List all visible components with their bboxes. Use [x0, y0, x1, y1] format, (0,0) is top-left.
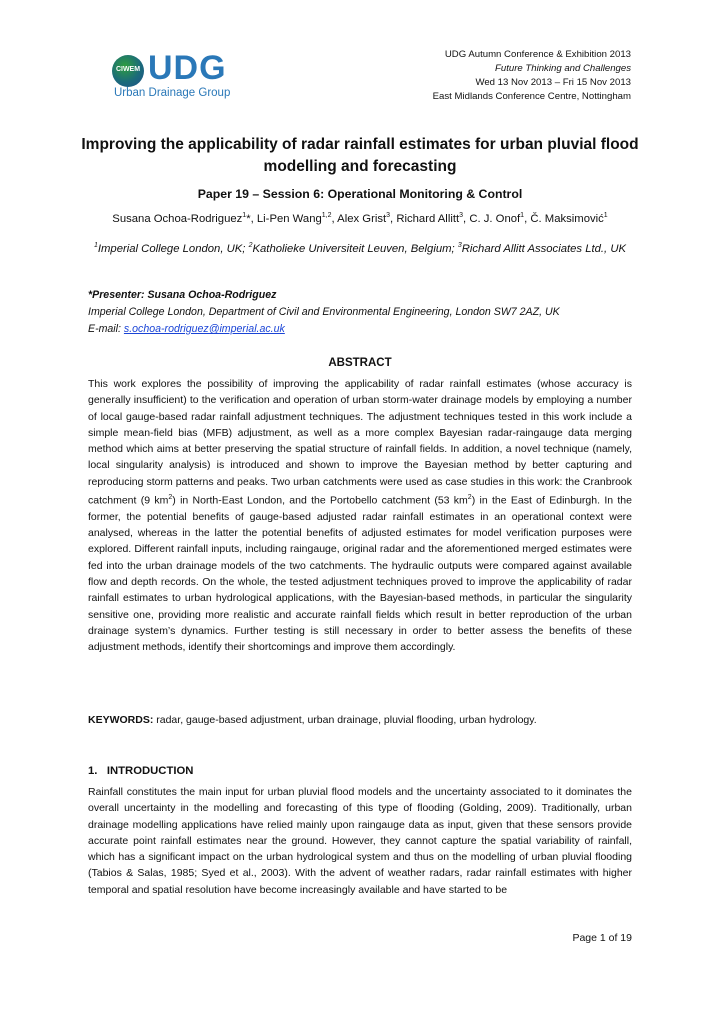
logo-subtitle: Urban Drainage Group	[114, 87, 231, 99]
abstract-text: This work explores the possibility of improving the applicability of radar rainfall estimates (whose accuracy is generally insufficient) to the verification and operation of urban storm-water drainage models by employing a number of local gauge-based radar rainfall adjustment techniques. The adjustment techniques tested in this work include a simple mean-field bias (MFB) adjustment, as well as a more complex Bayesian radar-raingauge data merging method which aims at better preserving the spatial structure of rainfall fields. In addition, a novel technique (namely, local singularity analysis) is introduced and shown to improve the Bayesian method by better capturing and reproducing storm patterns and peaks. Two urban catchments were used as case studies in this work: the Cranbrook catchment (9 $km^2$) in North-East London, and the Portobello catchment (53 $km^2$) in the East of Edinburgh. In the former, the potential benefits of gauge-based adjusted radar rainfall estimates in an operational context were analysed, whereas in the latter the potential benefits of adjusted estimates for model verification purposes were explored. Different rainfall inputs, including raingauge, original radar and the aforementioned merged estimates were fed into the urban drainage models of the two catchments. The hydraulic outputs were compared against available flow and depth records. On the whole, the tested adjustment techniques proved to improve the applicability of radar rainfall estimates to urban hydrological applications, with the Bayesian-based methods, in particular the singularity sensitive one, providing more realistic and accurate rainfall fields which result in better reproduction of the urban drainage system’s dynamics. Further testing is still necessary in order to better assess the benefits of these adjustment methods, identify their shortcomings and improve them accordingly.	[88, 378, 632, 654]
author-affiliation-mark: 1,2	[321, 212, 332, 219]
ciwem-badge-icon: CIWEM	[112, 55, 144, 87]
author-name: Li-Pen Wang	[256, 212, 322, 225]
conference-name: UDG Autumn Conference & Exhibition 2013	[444, 49, 631, 60]
author-affiliation-mark: 3	[459, 212, 464, 219]
logo-text: UDG	[148, 49, 227, 87]
author-list: Susana Ochoa-Rodriguez$^1$*, Li-Pen Wang$^{1,2}$, Alex Grist$^3$, Richard Allitt$^3$, C. J. Onof$^1$, Č. Maksimović$^1$	[112, 212, 608, 225]
affiliation-name: Richard Allitt Associates Ltd., UK	[461, 242, 627, 255]
presenter-block	[88, 287, 648, 338]
conference-dates: Wed 13 Nov 2013 – Fri 15 Nov 2013	[475, 77, 631, 88]
email-line	[88, 321, 648, 338]
presenter-department: Imperial College London, Department of Civil and Environmental Engineering, London SW7 2AZ, UK	[88, 306, 560, 318]
abstract-heading: ABSTRACT	[328, 357, 392, 369]
author-name: Richard Allitt	[396, 212, 460, 225]
affiliation-mark: 2	[248, 242, 253, 249]
email-link[interactable]: s.ochoa-rodriguez@imperial.ac.uk	[123, 323, 285, 335]
author-affiliation-mark: 1	[520, 212, 525, 219]
conference-info	[433, 48, 631, 104]
udg-logo	[112, 49, 252, 103]
presenter-label: *Presenter: Susana Ochoa-Rodriguez	[88, 289, 277, 301]
email-label: E-mail:	[88, 323, 124, 335]
author-name: Alex Grist	[337, 212, 387, 225]
author-affiliation-mark: 3	[386, 212, 391, 219]
affiliation-mark: 1	[93, 242, 98, 249]
paper-title: Improving the applicability of radar rainfall estimates for urban pluvial flood modelling and forecasting	[81, 136, 639, 175]
keywords-text: radar, gauge-based adjustment, urban drainage, pluvial flooding, urban hydrology.	[153, 714, 537, 726]
keywords-label: KEYWORDS:	[88, 714, 154, 726]
author-name: Č. Maksimović	[530, 212, 604, 225]
author-affiliation-mark: 1	[603, 212, 608, 219]
affiliation-mark: 3	[457, 242, 462, 249]
affiliation-name: Imperial College London, UK;	[97, 242, 246, 255]
introduction-text: Rainfall constitutes the main input for urban pluvial flood models and the uncertainty associated to it dominates the overall uncertainty in the modelling and forecasting of this type of flooding (Golding, 2009). Traditionally, urban drainage modelling applications have relied mainly upon raingauge data as input, given that these sensors provide accurate point rainfall estimates near the ground. However, they cannot capture the spatial variability of rainfall, which has a significant impact on the urban hydrological system and thus on the modelling of urban pluvial flooding (Tabios & Salas, 1985; Syed et al., 2003). With the advent of weather radars, radar rainfall estimates with higher temporal and spatial resolution have become increasingly available and have started to be	[88, 786, 632, 896]
affiliations	[80, 237, 640, 258]
page-number: Page 1 of 19	[572, 932, 632, 944]
author-name: C. J. Onof	[469, 212, 521, 225]
author-affiliation-mark: 1	[242, 212, 247, 219]
conference-theme: Future Thinking and Challenges	[495, 63, 631, 74]
keywords	[88, 714, 632, 726]
session-line: Paper 19 – Session 6: Operational Monitoring & Control	[197, 187, 523, 201]
author-name: Susana Ochoa-Rodriguez	[112, 212, 243, 225]
affiliation-name: Katholieke Universiteit Leuven, Belgium;	[252, 242, 455, 255]
section-heading-introduction: 1. INTRODUCTION	[88, 765, 194, 777]
conference-venue: East Midlands Conference Centre, Nottingham	[432, 91, 631, 102]
